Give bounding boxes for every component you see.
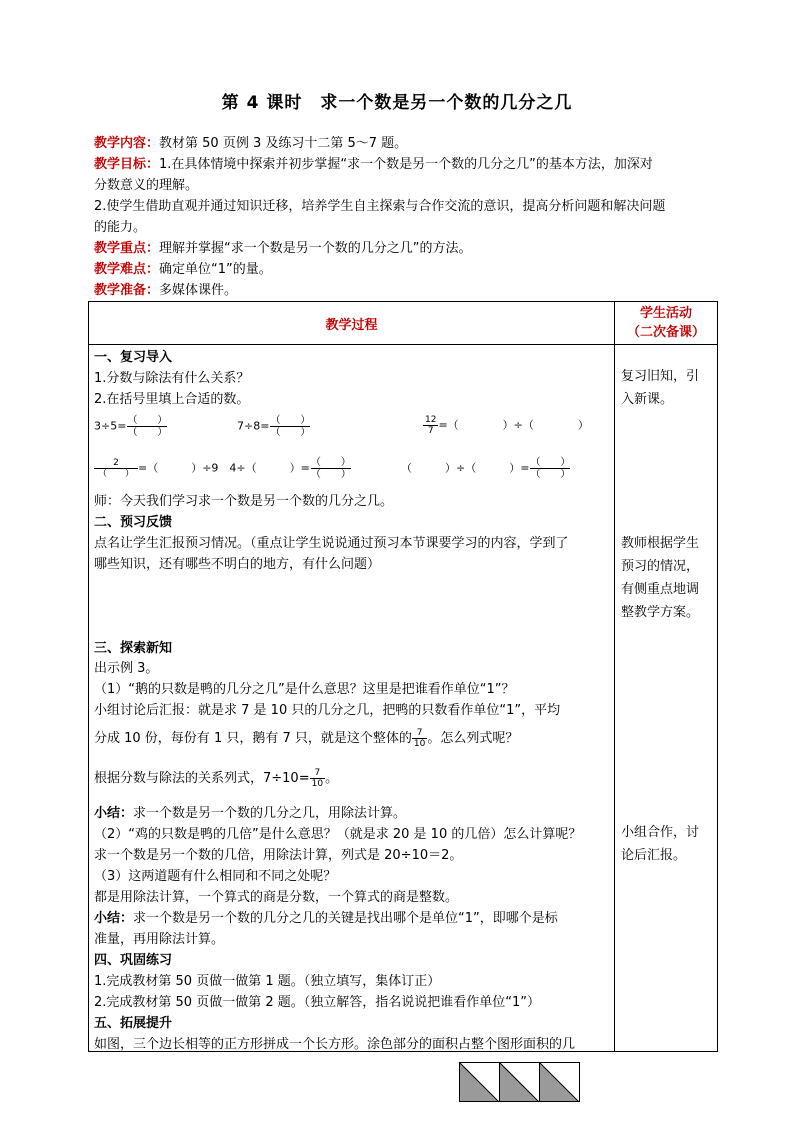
text-line: 点名让学生汇报预习情况。（重点让学生说说通过预习本节课要学习的内容，学到了	[94, 536, 569, 551]
summary-line: 小结：求一个数是另一个数的几分之几，用除法计算。	[94, 806, 407, 821]
text-line: （1）“鹅的只数是鸭的几分之几”是什么意思？这里是把谁看作单位“1”？	[94, 682, 515, 697]
text-line: 2.在括号里填上合适的数。	[94, 392, 250, 407]
text-line: 师：今天我们学习求一个数是另一个数的几分之几。	[94, 494, 394, 509]
fraction-7-10: $\frac{7}{10}$	[413, 728, 426, 749]
text-line: 1.完成教材第 50 页做一做第 1 题。（独立填写，集体订正）	[94, 974, 441, 989]
square-rectangle-diagram	[459, 1062, 580, 1102]
text-line: 哪些知识，还有哪些不明白的地方，有什么问题）	[94, 557, 381, 572]
student-note: 教师根据学生 预习的情况， 有侧重点地调 整教学方案。	[621, 536, 700, 620]
section-title: 五、拓展提升	[94, 1016, 173, 1031]
blank-fraction: （ ） （ ）	[530, 457, 571, 480]
section-title: 四、巩固练习	[94, 953, 173, 968]
equation-1	[94, 415, 168, 438]
lesson-table	[88, 301, 718, 1052]
goal-label: 教学目标：	[94, 157, 160, 172]
text-line: 准量，再用除法计算。	[94, 932, 225, 947]
prep-text: 多媒体课件。	[159, 283, 238, 298]
student-activity-cell	[615, 345, 718, 1052]
eq-text: （ ）÷（ ）=	[401, 461, 530, 475]
text-line: 都是用除法计算，一个算式的商是分数，一个算式的商是整数。	[94, 890, 459, 905]
eq-text: 3÷5=	[94, 419, 127, 433]
meta-block	[94, 133, 714, 301]
fraction: $\frac{12}{7}$	[425, 415, 437, 436]
eq-text: =（ ）÷9 4÷（ ）=	[138, 461, 310, 475]
teaching-content	[94, 133, 714, 154]
prep-label: 教学准备：	[94, 283, 160, 298]
teaching-goal	[94, 154, 714, 175]
key-label: 教学重点：	[94, 241, 160, 256]
text-line: 求一个数是另一个数的几倍，用除法计算，列式是 20÷10＝2。	[94, 848, 463, 863]
goal-text: 2.使学生借助直观并通过知识迁移，培养学生自主探索与合作交流的意识，提高分析问题和解决问题	[94, 199, 666, 214]
teaching-key	[94, 238, 714, 259]
teaching-prep	[94, 280, 714, 301]
text-line: 根据分数与除法的关系列式，7÷10= $\frac{7}{10}$ 。	[94, 768, 339, 789]
equation-3	[423, 415, 589, 436]
blank-fraction: （ ） （ ）	[310, 457, 351, 480]
hard-text: 确定单位“1”的量。	[159, 262, 272, 277]
hard-label: 教学难点：	[94, 262, 160, 277]
content-text: 教材第 50 页例 3 及练习十二第 5～7 题。	[159, 136, 408, 151]
section-title: 三、探索新知	[94, 641, 173, 656]
text-line: 小组讨论后汇报：就是求 7 是 10 只的几分之几，把鸭的只数看作单位“1”，平均	[94, 703, 561, 718]
text-line: （3）这两道题有什么相同和不同之处呢？	[94, 869, 337, 884]
key-text: 理解并掌握“求一个数是另一个数的几分之几”的方法。	[159, 241, 472, 256]
process-cell	[89, 345, 615, 1052]
page-title: 第 4 课时 求一个数是另一个数的几分之几	[221, 93, 573, 113]
student-note: 复习旧知，引 入新课。	[621, 369, 700, 407]
summary-line: 小结：求一个数是另一个数的几分之几的关键是找出哪个是单位“1”，即哪个是标	[94, 911, 558, 926]
equation-5	[401, 457, 571, 480]
student-note: 小组合作，讨 论后汇报。	[621, 825, 700, 863]
teaching-difficulty	[94, 259, 714, 280]
goal-text: 分数意义的理解。	[94, 178, 199, 193]
section-title: 二、预习反馈	[94, 515, 173, 530]
header-student-line: 学生活动	[639, 306, 692, 321]
blank-fraction: （ ） （ ）	[270, 415, 311, 438]
text-line: （2）“鸡的只数是鸭的几倍”是什么意思？（就是求 20 是 10 的几倍）怎么计算呢？	[94, 827, 582, 842]
header-student	[615, 302, 718, 345]
text-line: 分成 10 份，每份有 1 只，鹅有 7 只，就是这个整体的 $\frac{7}{10}$ 。怎么列式呢？	[94, 728, 519, 749]
equation-4	[94, 457, 352, 480]
eq-text: =（ ）÷（ ）	[438, 418, 589, 432]
text-line: 如图，三个边长相等的正方形拼成一个长方形。涂色部分的面积占整个图形面积的几	[94, 1037, 576, 1052]
blank-fraction: （ ） （ ）	[127, 415, 168, 438]
header-student-line: （二次备课）	[626, 325, 705, 340]
equation-2	[237, 415, 311, 438]
text-line: 出示例 3。	[94, 661, 159, 676]
header-process: 教学过程	[89, 302, 615, 345]
text-line: 2.完成教材第 50 页做一做第 2 题。（独立解答，指名说说把谁看作单位“1”）	[94, 995, 540, 1010]
goal-text: 的能力。	[94, 220, 147, 235]
fraction: $\frac{2}{( )}$	[94, 458, 138, 479]
text-line: 1.分数与除法有什么关系？	[94, 371, 250, 386]
goal-text: 1.在具体情境中探索并初步掌握“求一个数是另一个数的几分之几”的基本方法，加深对	[159, 157, 653, 172]
section-title: 一、复习导入	[94, 350, 173, 365]
content-label: 教学内容：	[94, 136, 160, 151]
eq-text: 7÷8=	[237, 419, 270, 433]
fraction-7-10: $\frac{7}{10}$	[311, 768, 324, 789]
